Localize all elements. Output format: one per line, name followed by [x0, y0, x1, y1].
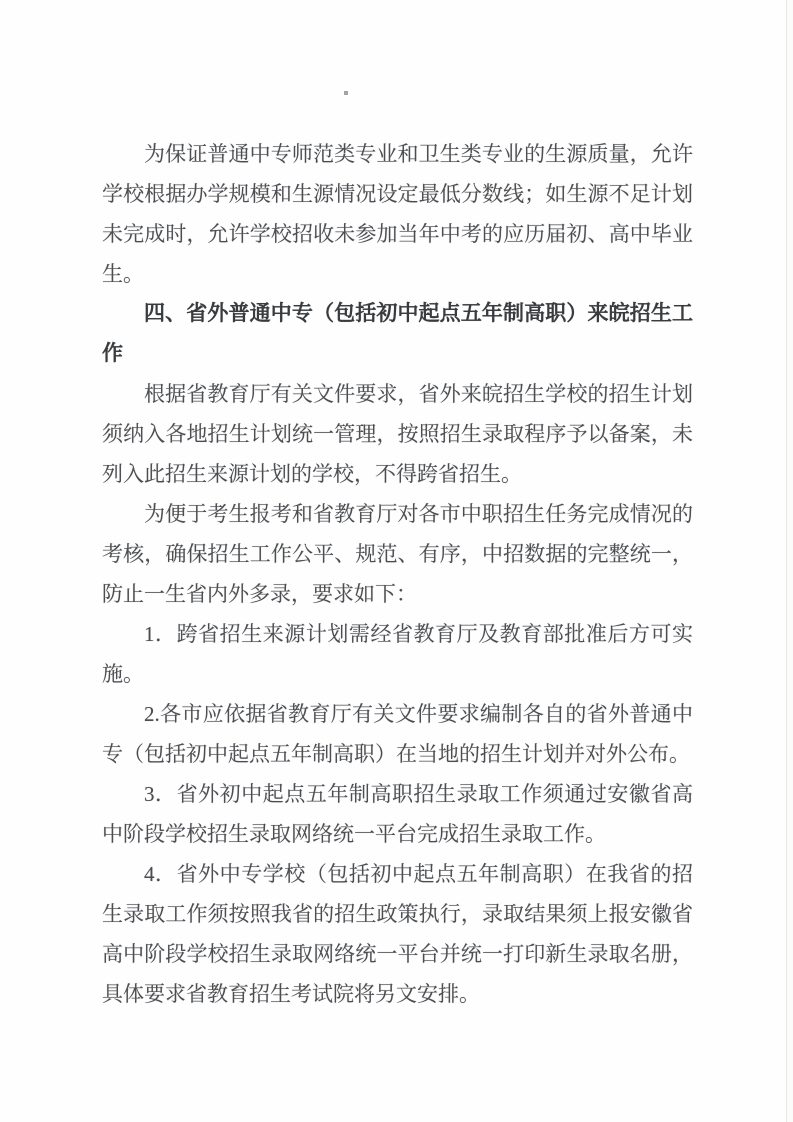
- list-item-1: 1．跨省招生来源计划需经省教育厅及教育部批准后方可实施。: [102, 622, 693, 686]
- section-heading: 四、省外普通中专（包括初中起点五年制高职）来皖招生工作: [102, 302, 693, 365]
- list-item-2: 2.各市应依据省教育厅有关文件要求编制各自的省外普通中专（包括初中起点五年制高职）在当地的招生计划并对外公布。: [102, 702, 693, 766]
- paragraph-intro: 为保证普通中专师范类专业和卫生类专业的生源质量，允许学校根据办学规模和生源情况设定最低分数线；如生源不足计划未完成时，允许学校招收未参加当年中考的应历届初、高中毕业生。: [102, 142, 693, 286]
- list-item-4: 4．省外中专学校（包括初中起点五年制高职）在我省的招生录取工作须按照我省的招生政策执行，录取结果须上报安徽省高中阶段学校招生录取网络统一平台并统一打印新生录取名册，具体要求省教育招生考试院将另文安排。: [102, 862, 693, 1006]
- paragraph-requirements-intro: 为便于考生报考和省教育厅对各市中职招生任务完成情况的考核，确保招生工作公平、规范、有序，中招数据的完整统一，防止一生省内外多录，要求如下：: [102, 502, 693, 606]
- paragraph-plan-filing: 根据省教育厅有关文件要求，省外来皖招生学校的招生计划须纳入各地招生计划统一管理，按照招生录取程序予以备案，未列入此招生来源计划的学校，不得跨省招生。: [102, 382, 693, 486]
- page-edge-fade: [787, 0, 793, 1122]
- page-edge-shadow: [786, 0, 787, 1122]
- document-body-text: [102, 134, 693, 1014]
- list-item-3: 3．省外初中起点五年制高职招生录取工作须通过安徽省高中阶段学校招生录取网络统一平台完成招生录取工作。: [102, 782, 693, 846]
- scan-speck-artifact: [344, 91, 348, 95]
